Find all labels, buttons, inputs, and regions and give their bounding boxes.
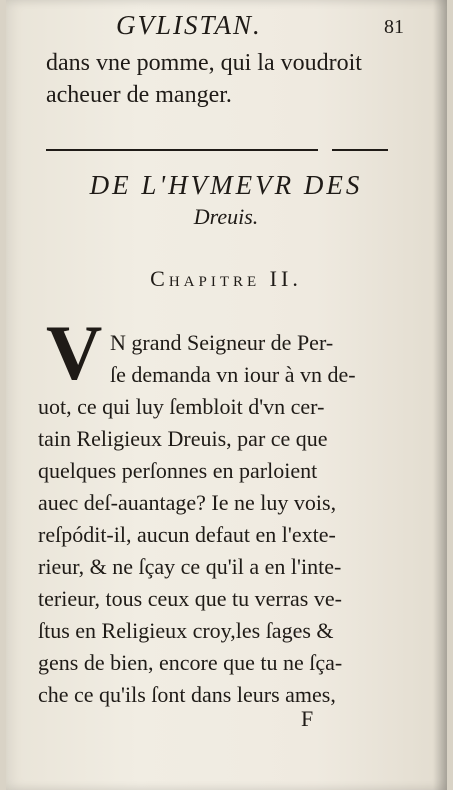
body-line: tain Religieux Dreuis, par ce que	[38, 426, 328, 451]
body-line: uot, ce qui luy ſembloit d'vn cer-	[38, 394, 325, 419]
body-line: ſtus en Religieux croy,les ſages &	[38, 618, 334, 643]
body-line: reſpódit-il, aucun defaut en l'exte-	[38, 522, 336, 547]
chapter-title: DE L'HVMEVR DES	[89, 170, 363, 200]
continuation-line-1: dans vne pomme, qui la voudroit	[46, 50, 362, 76]
body-line: N grand Seigneur de Per-	[110, 330, 334, 355]
catchword: F	[301, 706, 314, 731]
body-line: terieur, tous ceux que tu verras ve-	[38, 586, 342, 611]
body-line: gens de bien, encore que tu ne ſça-	[38, 650, 343, 675]
body-line: che ce qu'ils ſont dans leurs ames,	[38, 682, 336, 707]
chapter-number: Chapitre II.	[150, 266, 302, 291]
drop-cap: V	[46, 309, 103, 396]
page-number: 81	[384, 16, 404, 38]
section-rule-right	[332, 149, 388, 151]
body-line: rieur, & ne ſçay ce qu'il a en l'inte-	[38, 554, 342, 579]
body-line: auec deſ-auantage? Ie ne luy vois,	[38, 490, 337, 515]
page-edge-shadow	[433, 0, 447, 790]
book-page	[6, 0, 447, 790]
section-rule-left	[46, 149, 318, 151]
continuation-line-2: acheuer de manger.	[46, 82, 232, 108]
page-header	[116, 10, 416, 44]
body-line: quelques perſonnes en parloient	[38, 458, 318, 483]
running-head: GVLISTAN.	[116, 10, 262, 40]
body-line: ſe demanda vn iour à vn de-	[110, 362, 356, 387]
chapter-subtitle: Dreuis.	[193, 204, 259, 229]
